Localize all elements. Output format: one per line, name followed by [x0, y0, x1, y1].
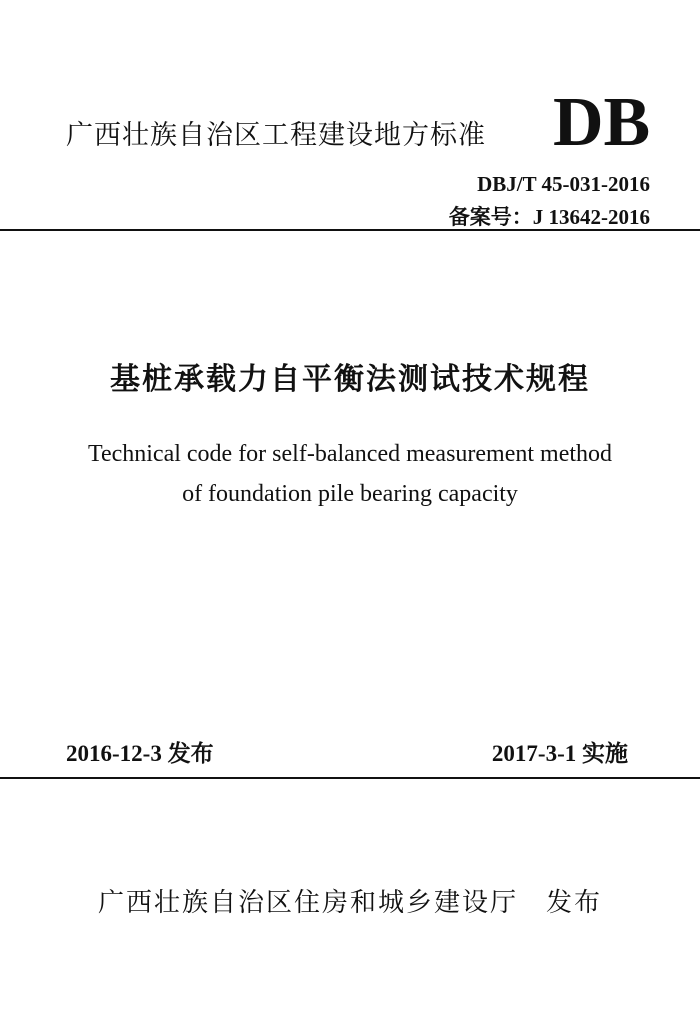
document-title-cn: 基桩承载力自平衡法测试技术规程: [110, 362, 590, 397]
standard-code: DBJ/T 45-031-2016: [477, 172, 650, 196]
effective-date: 2017-3-1 实施: [491, 741, 628, 766]
issuer-action: 发布: [546, 888, 603, 918]
issuer-name: 广西壮族自治区住房和城乡建设厅: [97, 888, 518, 918]
record-number: 备案号：J 13642-2016: [448, 205, 650, 229]
issuing-authority: [0, 882, 700, 919]
db-standard-mark: DB: [553, 84, 651, 161]
document-title-en: [0, 434, 700, 514]
bottom-divider: [0, 777, 700, 779]
document-title-en-line2: of foundation pile bearing capacity: [182, 481, 518, 507]
top-divider: [0, 229, 700, 231]
standard-category-title: 广西壮族自治区工程建设地方标准: [66, 120, 486, 151]
issue-date: 2016-12-3 发布: [66, 741, 214, 766]
document-title-en-line1: Technical code for self-balanced measurement method: [87, 441, 613, 467]
